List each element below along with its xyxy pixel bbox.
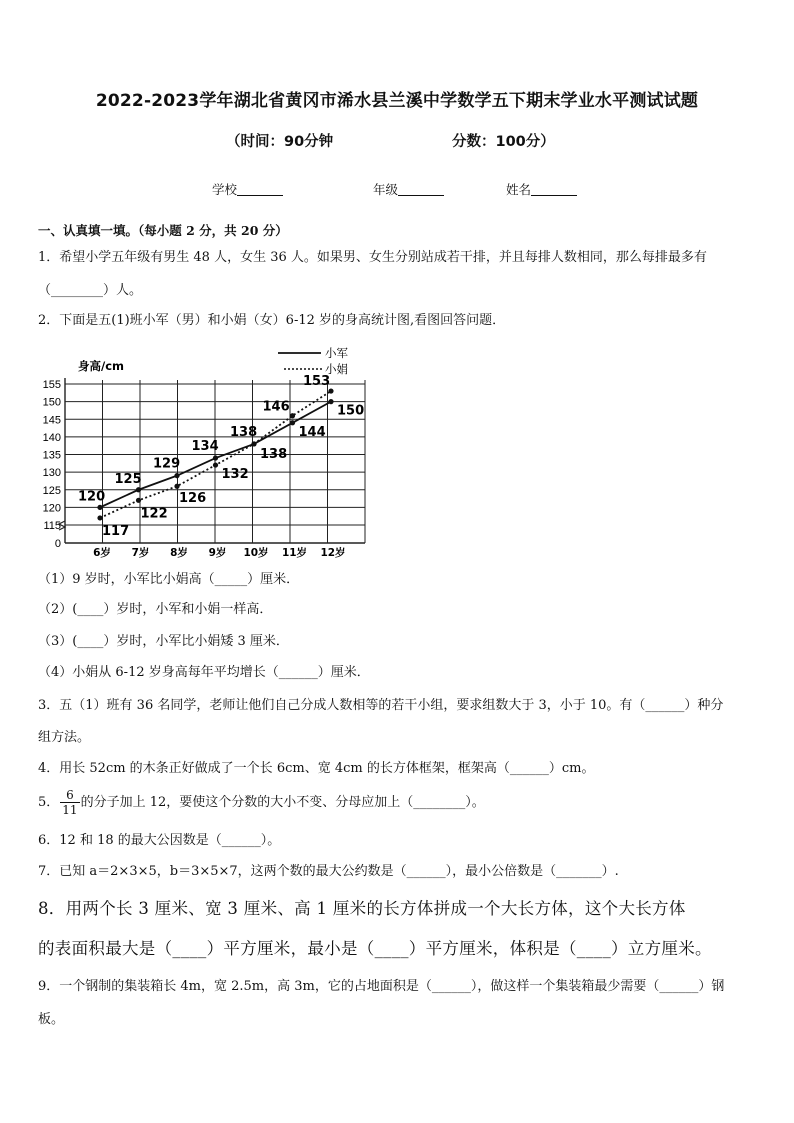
page-title: 2022-2023学年湖北省黄冈市浠水县兰溪中学数学五下期末学业水平测试试题 [95,91,699,111]
x-tick-label: 8岁 [170,547,188,559]
legend-label-xiaojuan: 小娟 [325,362,348,376]
point-xiaojuan [213,462,218,467]
question-2-4: （4）小娟从 6-12 岁身高每年平均增长（______）厘米． [38,665,370,680]
x-tick-label: 9岁 [208,547,227,559]
exam-time: （时间：90分钟 [226,134,334,150]
y-tick-label: 115 [43,520,61,532]
name-field: 姓名 [506,180,577,198]
data-label-xiaojuan: 138 [260,446,288,462]
question-9: 9．一个钢制的集装箱长 4m，宽 2.5m，高 3m，它的占地面积是（______），做这样一个集装箱最少需要（______）钢 [38,979,725,994]
height-line-chart [38,340,368,562]
point-xiaojuan [136,498,141,503]
grade-field: 年级 [373,180,444,198]
question-9-cont: 板。 [38,1012,65,1027]
data-label-xiaojuan: 146 [262,399,290,415]
question-7: 7．已知 a＝2×3×5，b＝3×5×7，这两个数的最大公约数是（______），最小公倍数是（_______）. [38,864,619,879]
x-tick-label: 11岁 [281,547,308,559]
data-label-xiaojun: 125 [114,471,142,487]
question-2-2: （2）(____）岁时，小军和小娟一样高． [38,602,273,617]
section-heading: 一、认真填一填。（每小题 2 分，共 20 分） [38,223,288,238]
school-field: 学校 [212,180,283,198]
x-tick-label: 6岁 [93,547,111,559]
question-1-cont: （________）人。 [38,283,143,298]
point-xiaojun [136,487,141,492]
y-tick-label: 135 [42,449,61,462]
point-xiaojuan [328,388,333,393]
point-xiaojun [174,473,179,478]
x-tick-label: 12岁 [320,547,346,559]
question-2: 2．下面是五(1)班小军（男）和小娟（女）6-12 岁的身高统计图,看图回答问题． [38,313,506,328]
point-xiaojuan [290,413,295,418]
question-3: 3．五（1）班有 36 名同学，老师让他们自己分成人数相等的若干小组，要求组数大于 3，小于 10。有（______）种分 [38,698,724,713]
point-xiaojun [97,505,102,510]
data-label-xiaojun: 144 [298,424,326,440]
question-5: 5． $\frac{6}{11}$ 的分子加上 12，要使这个分数的大小不变、分母应加上（________）。 [38,788,485,817]
y-axis-label: 身高/cm [78,359,124,373]
y-tick-label: 125 [42,484,61,497]
y-tick-label: 150 [42,396,61,409]
point-xiaojuan [251,441,256,446]
y-tick-label: 145 [42,414,61,427]
question-8: 8．用两个长 3 厘米、宽 3 厘米、高 1 厘米的长方体拼成一个大长方体，这个大长方体 [38,899,686,918]
data-label-xiaojuan: 117 [102,523,130,539]
question-4: 4．用长 52cm 的木条正好做成了一个长 6cm、宽 4cm 的长方体框架，框架高（______）cm。 [38,761,595,776]
exam-score: 分数：100分） [452,134,555,150]
data-label-xiaojun: 120 [78,489,106,505]
data-label-xiaojuan: 126 [179,491,207,507]
data-label-xiaojun: 150 [337,403,365,419]
data-label-xiaojuan: 122 [140,506,168,522]
data-label-xiaojun: 129 [153,456,181,472]
question-8-cont: 的表面积最大是（____）平方厘米，最小是（____）平方厘米，体积是（____）立方厘米。 [38,939,712,958]
x-tick-label: 7岁 [131,547,150,559]
y-tick-label: 0 [54,538,61,550]
fraction: $\frac{6}{11}$ [62,788,78,817]
data-label-xiaojun: 134 [191,439,219,455]
y-tick-label: 155 [42,379,61,391]
x-tick-label: 10岁 [243,547,269,559]
y-tick-label: 140 [42,431,61,444]
data-label-xiaojuan: 132 [221,467,249,483]
question-3-cont: 组方法。 [38,730,91,745]
point-xiaojun [328,399,333,404]
point-xiaojun [213,455,218,460]
point-xiaojuan [174,484,179,489]
question-6: 6．12 和 18 的最大公因数是（______）。 [38,833,281,848]
data-label-xiaojuan: 153 [303,374,331,390]
point-xiaojuan [97,515,102,520]
data-label-xiaojun: 138 [230,424,258,440]
point-xiaojun [290,420,295,425]
legend-label-xiaojun: 小军 [325,346,348,360]
question-2-1: （1）9 岁时，小军比小娟高（_____）厘米． [38,572,300,587]
question-2-3: （3）(____）岁时，小军比小娟矮 3 厘米． [38,634,289,649]
y-tick-label: 130 [42,467,61,480]
question-1: 1．希望小学五年级有男生 48 人，女生 36 人。如果男、女生分别站成若干排，并且每排人数相同，那么每排最多有 [38,250,707,265]
y-tick-label: 120 [42,502,61,515]
